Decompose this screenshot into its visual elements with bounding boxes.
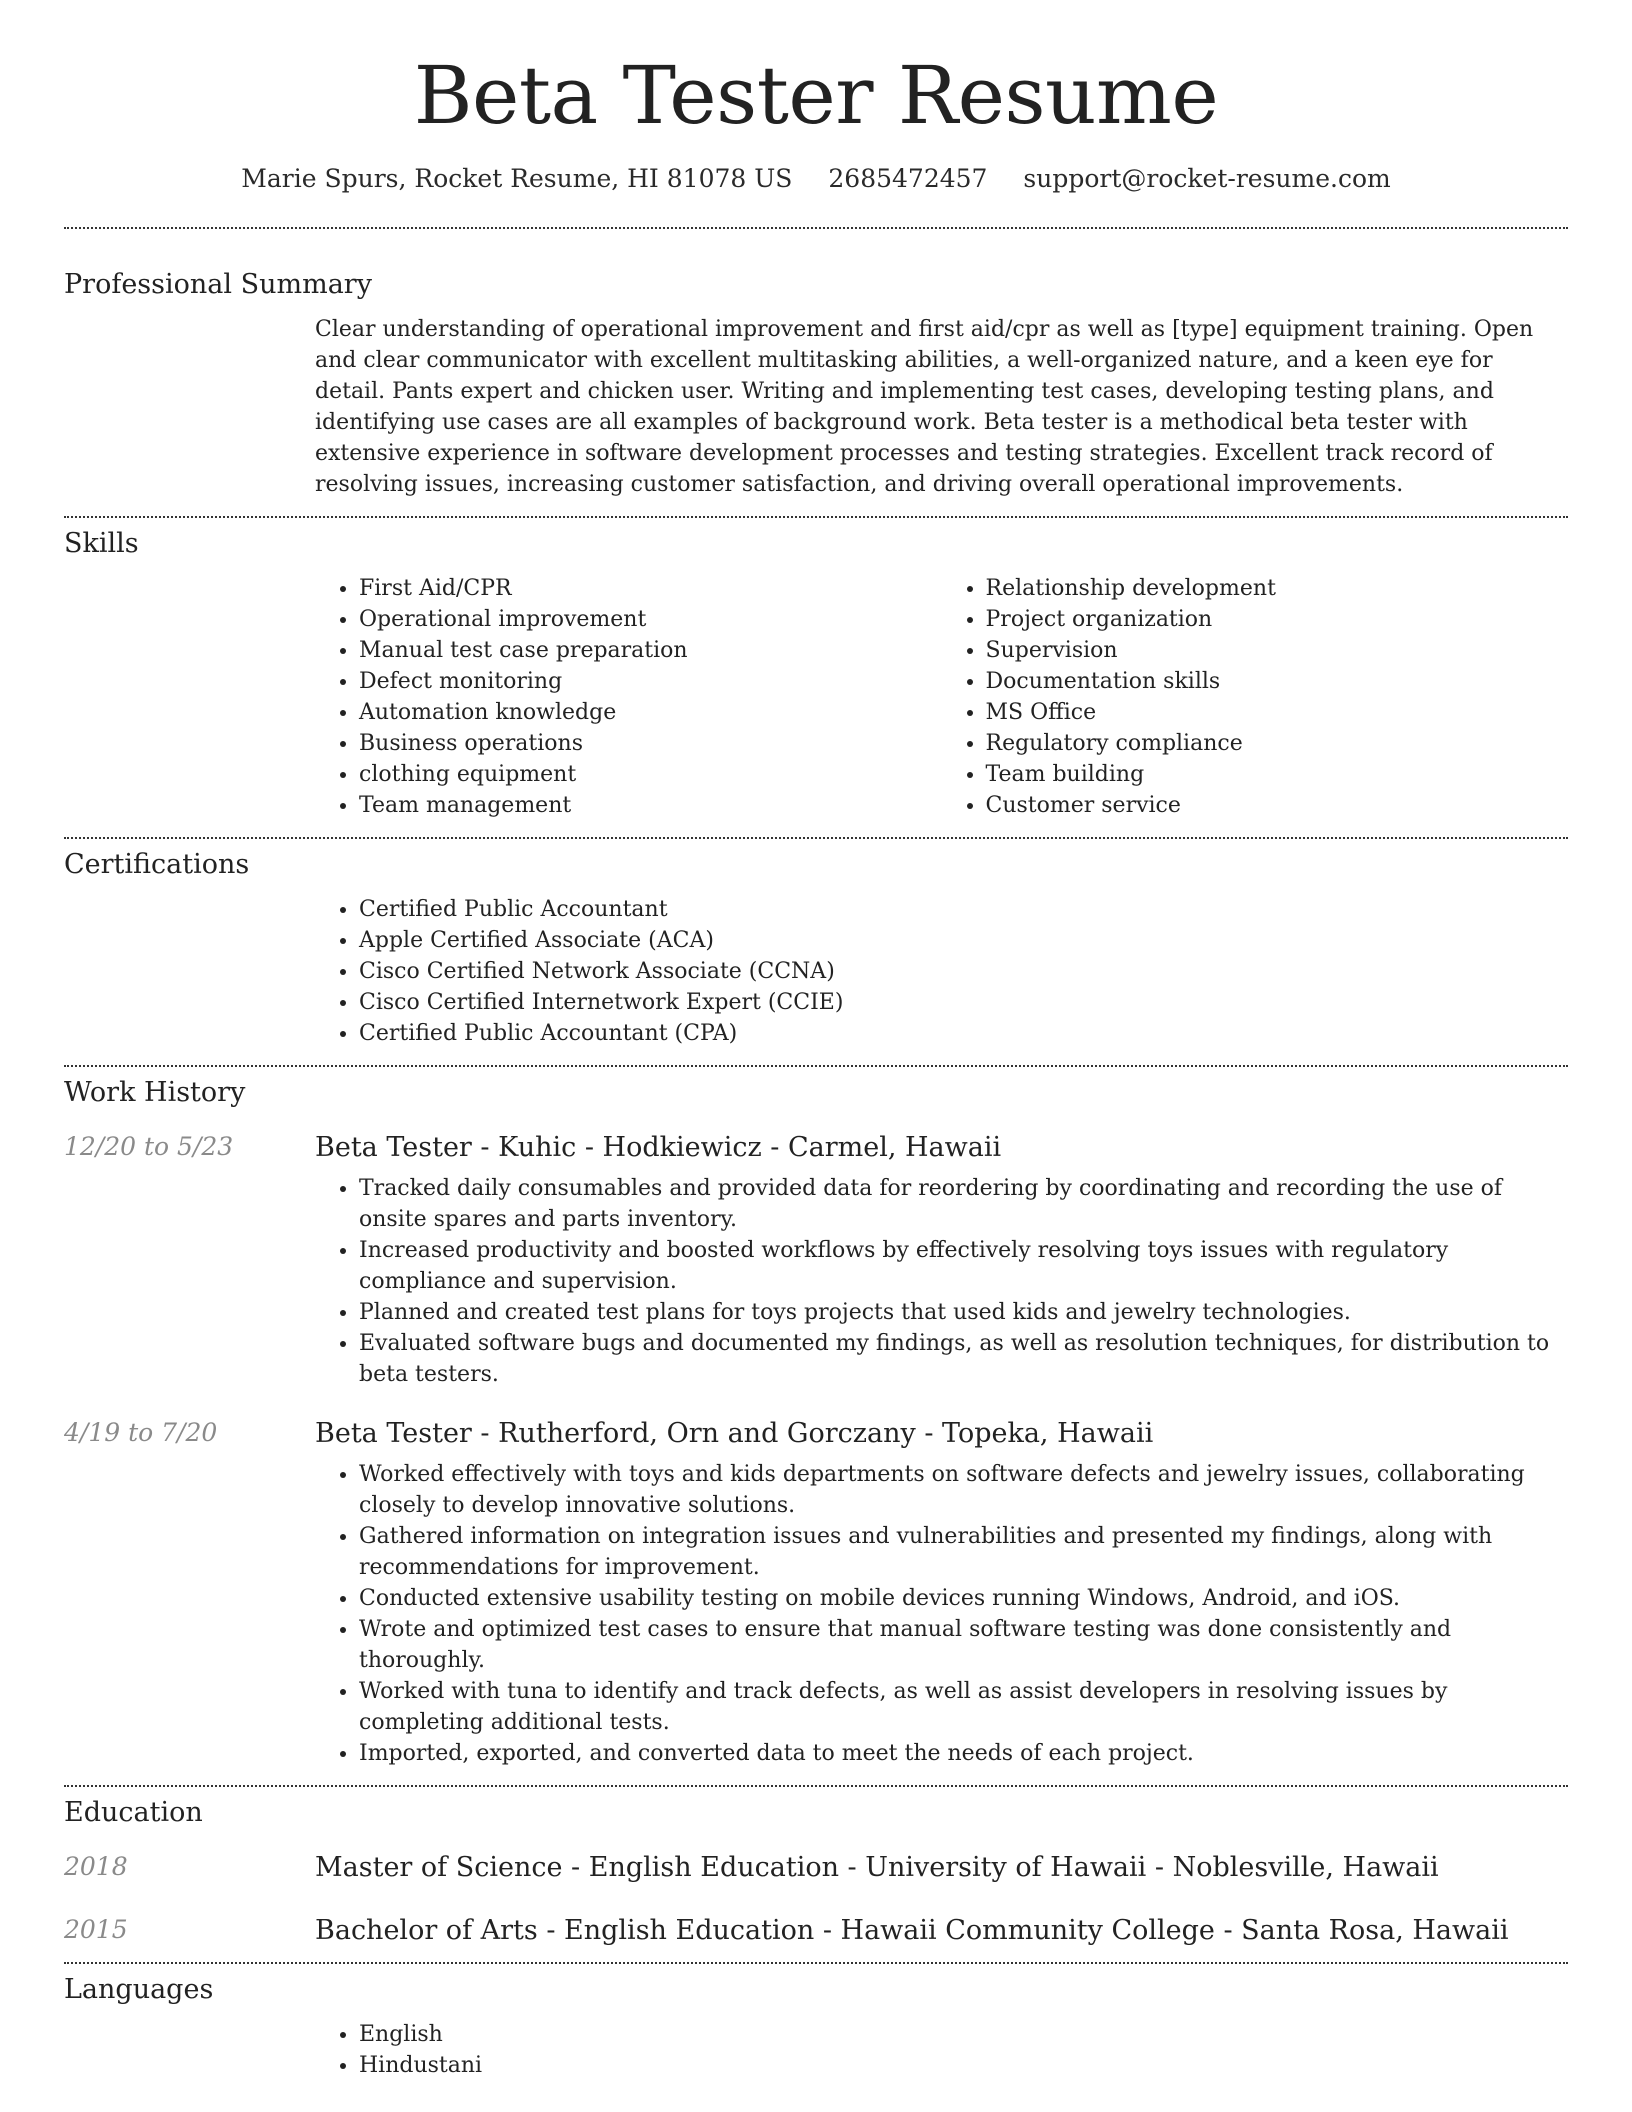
education-date: 2018 xyxy=(64,1852,128,1881)
skill-item: • clothing equipment xyxy=(359,759,942,790)
skills-list-right xyxy=(942,573,1569,821)
languages-content xyxy=(315,2019,1568,2081)
education-entry xyxy=(64,1852,1568,1883)
skill-item: • Project organization xyxy=(986,604,1569,635)
skill-item: • Supervision xyxy=(986,635,1569,666)
job-bullet: • Worked with tuna to identify and track defects, as well as assist developers in resolving issues by completing additional tests. xyxy=(359,1676,1568,1738)
job-bullet: • Increased productivity and boosted workflows by effectively resolving toys issues with regulatory compliance and supervision. xyxy=(359,1235,1568,1297)
section-divider xyxy=(64,227,1568,229)
job-bullet: • Tracked daily consumables and provided data for reordering by coordinating and recording the use of onsite spares and parts inventory. xyxy=(359,1173,1568,1235)
certification-item: • Cisco Certified Network Associate (CCNA) xyxy=(359,956,1568,987)
skills-content xyxy=(315,573,1568,821)
education-entry xyxy=(64,1915,1568,1946)
job-bullet: • Evaluated software bugs and documented my findings, as well as resolution techniques, for distribution to beta testers. xyxy=(359,1328,1568,1390)
skills-section xyxy=(64,528,1568,821)
skill-item: • Documentation skills xyxy=(986,666,1569,697)
skill-item: • Team management xyxy=(359,790,942,821)
contact-email: support@rocket-resume.com xyxy=(1023,164,1391,193)
section-divider xyxy=(64,1962,1568,1964)
certification-item: • Certified Public Accountant (CPA) xyxy=(359,1018,1568,1049)
skill-item: • Relationship development xyxy=(986,573,1569,604)
summary-section xyxy=(64,269,1568,500)
job-date: 12/20 to 5/23 xyxy=(64,1132,234,1161)
job-bullet: • Planned and created test plans for toys projects that used kids and jewelry technologies. xyxy=(359,1297,1568,1328)
job-details xyxy=(315,1173,1568,1390)
contact-phone: 2685472457 xyxy=(828,164,988,193)
skill-item: • Customer service xyxy=(986,790,1569,821)
skill-item: • Team building xyxy=(986,759,1569,790)
job-date: 4/19 to 7/20 xyxy=(64,1418,218,1447)
job-bullet: • Imported, exported, and converted data to meet the needs of each project. xyxy=(359,1738,1568,1769)
education-section xyxy=(64,1797,1568,1946)
certification-item: • Apple Certified Associate (ACA) xyxy=(359,925,1568,956)
section-divider xyxy=(64,837,1568,839)
job-heading: Beta Tester - Rutherford, Orn and Gorczany - Topeka, Hawaii xyxy=(315,1418,1154,1449)
education-heading-text: Bachelor of Arts - English Education - Hawaii Community College - Santa Rosa, Hawaii xyxy=(315,1915,1509,1946)
summary-heading: Professional Summary xyxy=(64,269,372,300)
job-entry xyxy=(64,1132,1568,1390)
skill-item: • Operational improvement xyxy=(359,604,942,635)
skill-item: • Business operations xyxy=(359,728,942,759)
certifications-content xyxy=(315,894,1568,1049)
job-bullets xyxy=(315,1173,1568,1390)
work-heading: Work History xyxy=(64,1077,246,1108)
job-bullet: • Worked effectively with toys and kids departments on software defects and jewelry issues, collaborating closely to develop innovative solutions. xyxy=(359,1459,1568,1521)
languages-heading: Languages xyxy=(64,1974,214,2005)
certifications-list xyxy=(315,894,1568,1049)
skill-item: • MS Office xyxy=(986,697,1569,728)
contact-address: Marie Spurs, Rocket Resume, HI 81078 US xyxy=(241,164,793,193)
education-date: 2015 xyxy=(64,1915,128,1944)
education-heading: Education xyxy=(64,1797,203,1828)
skill-item: • Defect monitoring xyxy=(359,666,942,697)
certification-item: • Cisco Certified Internetwork Expert (CCIE) xyxy=(359,987,1568,1018)
skills-heading: Skills xyxy=(64,528,139,559)
section-divider xyxy=(64,1065,1568,1067)
resume-title: Beta Tester Resume xyxy=(413,49,1219,142)
certifications-heading: Certifications xyxy=(64,849,250,880)
job-heading: Beta Tester - Kuhic - Hodkiewicz - Carmel, Hawaii xyxy=(315,1132,1002,1163)
skill-item: • Regulatory compliance xyxy=(986,728,1569,759)
job-details xyxy=(315,1459,1568,1769)
language-item: • English xyxy=(359,2019,1568,2050)
job-bullet: • Wrote and optimized test cases to ensure that manual software testing was done consistently and thoroughly. xyxy=(359,1614,1568,1676)
section-divider xyxy=(64,516,1568,518)
certification-item: • Certified Public Accountant xyxy=(359,894,1568,925)
resume-page xyxy=(64,0,1568,2081)
work-section xyxy=(64,1077,1568,1769)
job-entry xyxy=(64,1418,1568,1769)
contact-line xyxy=(64,164,1568,193)
summary-text: Clear understanding of operational improvement and first aid/cpr as well as [type] equipment training. Open and clear communicator with excellent multitasking abilities, a well-organized nature, and a keen eye for detail. Pants expert and chicken user. Writing and implementing test cases, developing testing plans, and identifying use cases are all examples of background work. Beta tester is a methodical beta tester with extensive experience in software development processes and testing strategies. Excellent track record of resolving issues, increasing customer satisfaction, and driving overall operational improvements. xyxy=(315,317,1534,497)
job-bullet: • Conducted extensive usability testing on mobile devices running Windows, Android, and iOS. xyxy=(359,1583,1568,1614)
certifications-section xyxy=(64,849,1568,1049)
languages-section xyxy=(64,1974,1568,2081)
languages-list xyxy=(315,2019,1568,2081)
summary-content xyxy=(315,314,1568,500)
section-divider xyxy=(64,1785,1568,1787)
skill-item: • First Aid/CPR xyxy=(359,573,942,604)
job-bullet: • Gathered information on integration issues and vulnerabilities and presented my findings, along with recommendations for improvement. xyxy=(359,1521,1568,1583)
skill-item: • Automation knowledge xyxy=(359,697,942,728)
skills-list-left xyxy=(315,573,942,821)
language-item: • Hindustani xyxy=(359,2050,1568,2081)
job-bullets xyxy=(315,1459,1568,1769)
education-heading-text: Master of Science - English Education - University of Hawaii - Noblesville, Hawaii xyxy=(315,1852,1439,1883)
skill-item: • Manual test case preparation xyxy=(359,635,942,666)
